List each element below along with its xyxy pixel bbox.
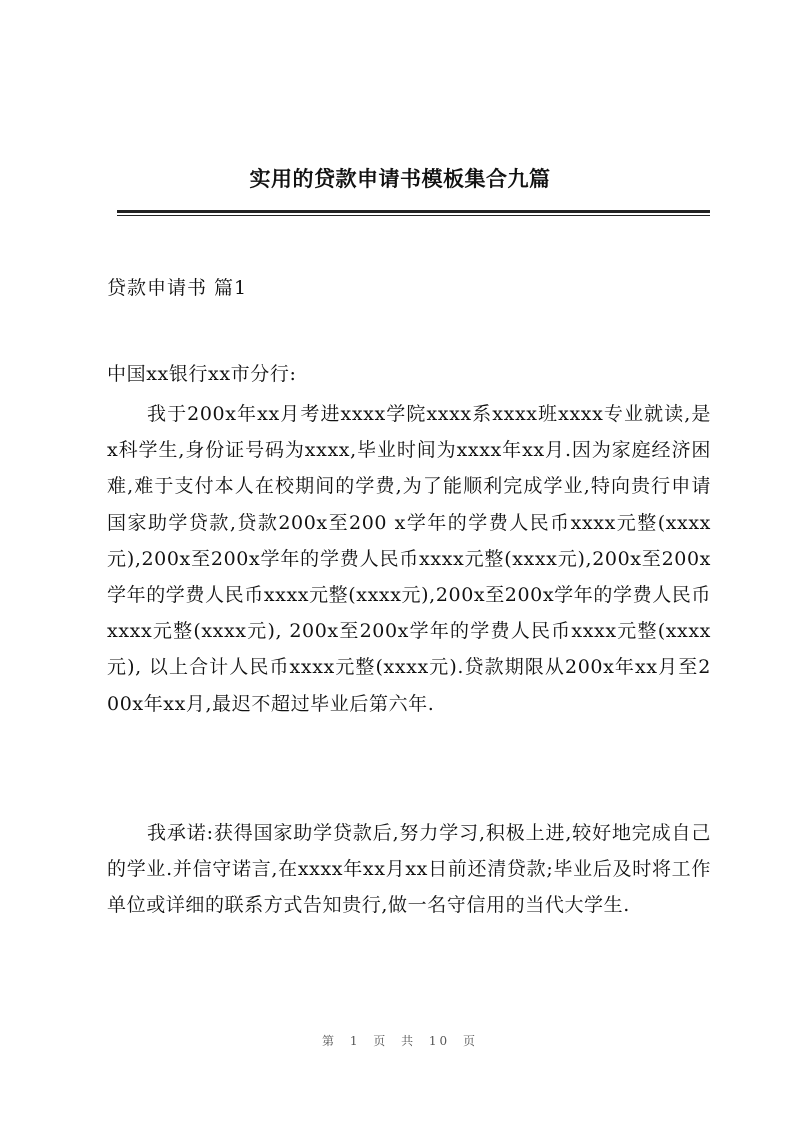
salutation: 中国xx银行xx市分行:: [107, 363, 297, 385]
body-paragraph-2: 我承诺:获得国家助学贷款后,努力学习,积极上进,较好地完成自己的学业.并信守诺言,在xxxx年xx月xx日前还清贷款;毕业后及时将工作单位或详细的联系方式告知贵行,做一名守信用的当代大学生.: [107, 822, 711, 917]
body-paragraph-1: 我于200x年xx月考进xxxx学院xxxx系xxxx班xxxx专业就读,是x科学生,身份证号码为xxxx,毕业时间为xxxx年xx月.因为家庭经济困难,难于支付本人在校期间的学费,为了能顺利完成学业,特向贵行申请国家助学贷款,贷款200x至200 x学年的学费人民币xxxx元整(xxxx元),200x至200x学年的学费人民币xxxx元整(xxxx元),200x至200x学年的学费人民币xxxx元整(xxxx元),200x至200x学年的学费人民币xxxx元整(xxxx元), 200x至200x学年的学费人民币xxxx元整(xxxx元), 以上合计人民币xxxx元整(xxxx元).贷款期限从200x年xx月至200x年xx月,最迟不超过毕业后第六年.: [107, 403, 711, 715]
document-title: 实用的贷款申请书模板集合九篇: [249, 166, 551, 191]
title-divider-thin: [117, 215, 710, 216]
section-heading: 贷款申请书 篇1: [107, 277, 248, 299]
page-footer: 第 1 页 共 10 页: [322, 1034, 478, 1048]
title-divider: [117, 210, 710, 213]
